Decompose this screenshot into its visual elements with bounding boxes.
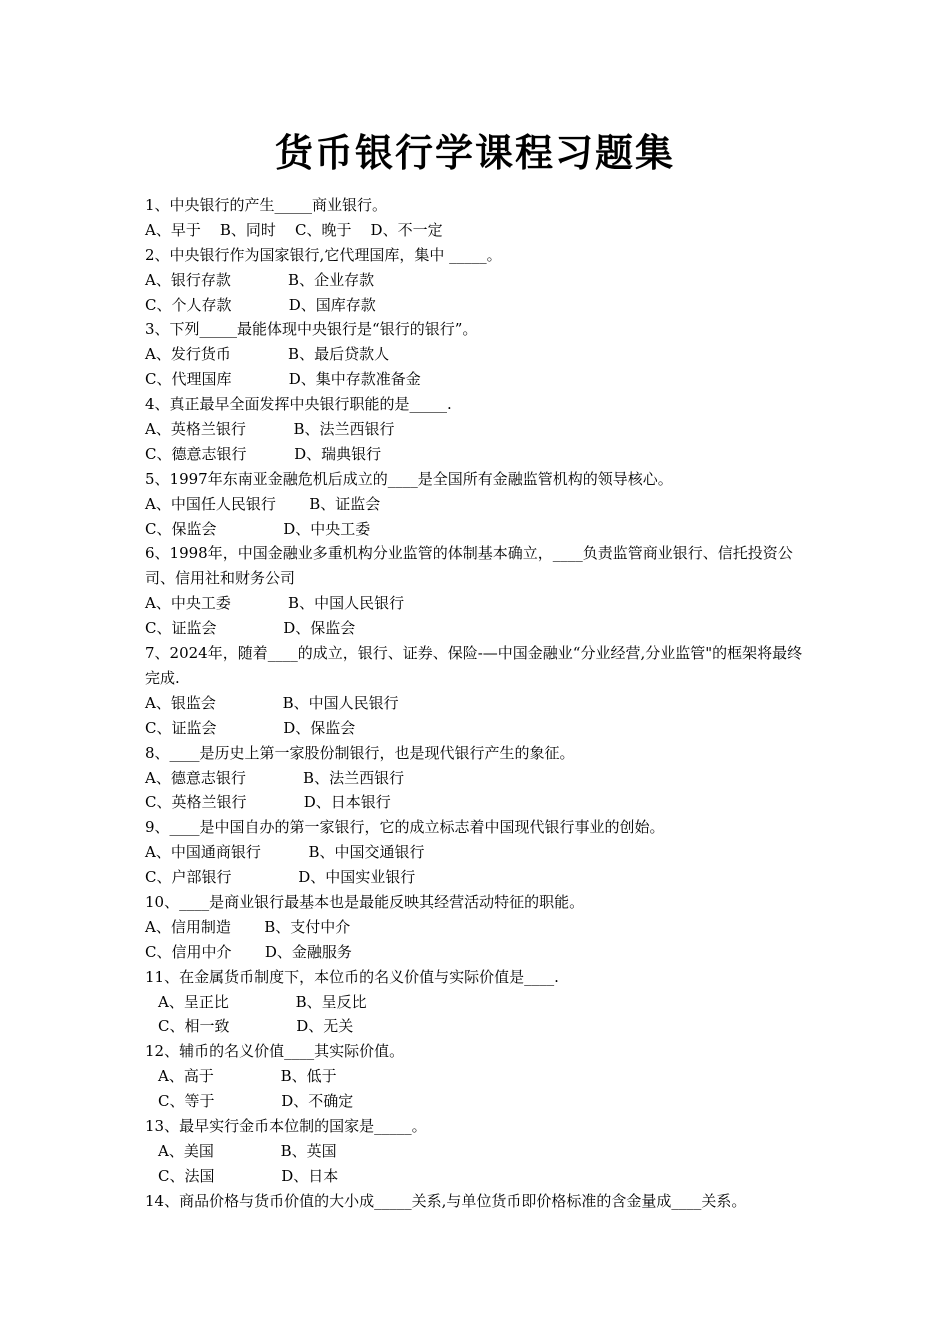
question-6-options-ab: A、中央工委 B、中国人民银行	[145, 594, 405, 613]
question-9-options-ab: A、中国通商银行 B、中国交通银行	[145, 843, 425, 862]
question-10-options-cd: C、信用中介 D、金融服务	[145, 942, 352, 961]
question-8-options-cd: C、英格兰银行 D、日本银行	[145, 793, 391, 812]
question-12-options-ab: A、高于 B、低于	[158, 1067, 337, 1086]
question-11-text: 11、在金属货币制度下，本位币的名义价值与实际价值是____.	[145, 967, 559, 986]
question-3-options-cd: C、代理国库 D、集中存款准备金	[145, 370, 421, 389]
question-9-text: 9、____是中国自办的第一家银行，它的成立标志着中国现代银行事业的创始。	[145, 818, 665, 837]
question-12-options-cd: C、等于 D、不确定	[158, 1092, 354, 1111]
question-4-text: 4、真正最早全面发挥中央银行职能的是_____.	[145, 395, 452, 414]
question-6-text: 6、1998年，中国金融业多重机构分业监管的体制基本确立，____负责监管商业银行、信托投资公司、信用社和财务公司	[145, 544, 793, 588]
question-3-options-ab: A、发行货币 B、最后贷款人	[145, 345, 390, 364]
question-2-options-ab: A、银行存款 B、企业存款	[145, 270, 375, 289]
question-9-options-cd: C、户部银行 D、中国实业银行	[145, 868, 416, 887]
question-1-options: A、早于 B、同时 C、晚于 D、不一定	[145, 220, 443, 239]
question-7-text: 7、2024年，随着____的成立，银行、证券、保险-—中国金融业“分业经营,分业监管"的框架将最终完成.	[145, 644, 803, 687]
question-5-text: 5、1997年东南亚金融危机后成立的____是全国所有金融监管机构的领导核心。	[145, 469, 673, 488]
question-3-text: 3、下列_____最能体现中央银行是“银行的银行”。	[145, 320, 478, 339]
question-8-options-ab: A、德意志银行 B、法兰西银行	[145, 768, 405, 787]
question-5-options-ab: A、中国任人民银行 B、证监会	[145, 494, 381, 513]
question-12-text: 12、辅币的名义价值____其实际价值。	[145, 1042, 405, 1061]
question-10-options-ab: A、信用制造 B、支付中介	[145, 917, 351, 936]
question-2-text: 2、中央银行作为国家银行,它代理国库，集中 _____。	[145, 245, 502, 264]
question-13-options-cd: C、法国 D、日本	[158, 1166, 339, 1185]
question-11-options-ab: A、呈正比 B、呈反比	[158, 992, 367, 1011]
question-2-options-cd: C、个人存款 D、国库存款	[145, 295, 376, 314]
question-6-options-cd: C、证监会 D、保监会	[145, 619, 356, 638]
question-14-text: 14、商品价格与货币价值的大小成_____关系,与单位货币即价格标准的含金量成____关系。	[145, 1191, 747, 1210]
question-13-text: 13、最早实行金币本位制的国家是_____。	[145, 1117, 427, 1136]
question-11-options-cd: C、相一致 D、无关	[158, 1017, 354, 1036]
question-7-options-cd: C、证监会 D、保监会	[145, 718, 356, 737]
question-13-options-ab: A、美国 B、英国	[158, 1141, 337, 1160]
question-list	[145, 193, 810, 1214]
question-7-options-ab: A、银监会 B、中国人民银行	[145, 693, 399, 712]
question-4-options-ab: A、英格兰银行 B、法兰西银行	[145, 420, 395, 439]
document-title: 货币银行学课程习题集	[274, 131, 675, 175]
question-4-options-cd: C、德意志银行 D、瑞典银行	[145, 444, 382, 463]
question-5-options-cd: C、保监会 D、中央工委	[145, 519, 371, 538]
question-10-text: 10、____是商业银行最基本也是最能反映其经营活动特征的职能。	[145, 893, 585, 911]
question-8-text: 8、____是历史上第一家股份制银行，也是现代银行产生的象征。	[145, 743, 575, 762]
question-1-text: 1、中央银行的产生_____商业银行。	[145, 196, 388, 214]
